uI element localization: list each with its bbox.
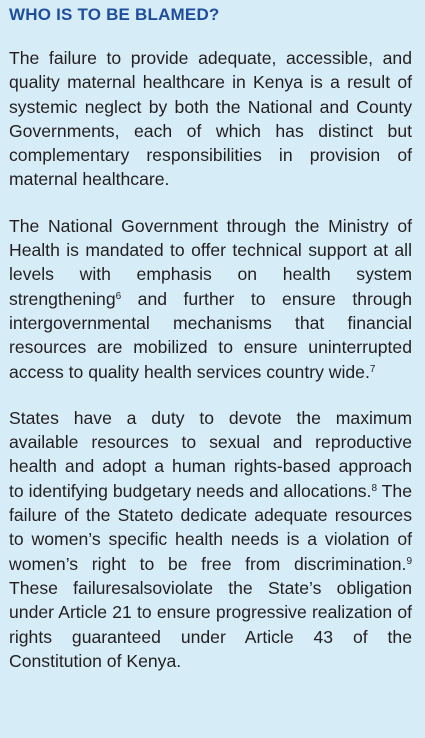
paragraph-systemic-neglect (9, 46, 412, 192)
footnote-ref-8: 8 (371, 482, 377, 494)
section-heading: WHO IS TO BE BLAMED? (9, 5, 220, 24)
footnote-ref-6: 6 (115, 290, 122, 302)
paragraph-text: and further to ensure through intergovernmental mechanisms that financial resources are mobilized to ensure uninterrupted access to quality health services country wide. (9, 288, 412, 382)
paragraph-text: The failure of the Stateto dedicate adequate resources to women’s specific health needs is a violation of women’s right to be free from discrimination. (9, 480, 412, 574)
paragraph-text: These failuresalsoviolate the State’s obligation under Article 21 to ensure progressive realization of rights guaranteed under Article 43 of the Constitution of Kenya. (9, 577, 412, 671)
footnote-ref-7: 7 (369, 363, 376, 375)
paragraph-state-duty (9, 406, 412, 673)
paragraph-text: The National Government through the Ministry of Health is mandated to offer technical support at all levels with emphasis on health system strengthening (9, 215, 412, 309)
footnote-ref-9: 9 (406, 555, 412, 567)
paragraph-national-government (9, 214, 412, 384)
paragraph-text: The failure to provide adequate, accessible, and quality maternal healthcare in Kenya is a result of systemic neglect by both the National and County Governments, each of which has distinct but complementary responsibilities in provision of maternal healthcare. (9, 48, 412, 190)
paragraph-text: States have a duty to devote the maximum available resources to sexual and reproductive health and adopt a human rights-based approach to identifying budgetary needs and allocations. (9, 407, 412, 501)
